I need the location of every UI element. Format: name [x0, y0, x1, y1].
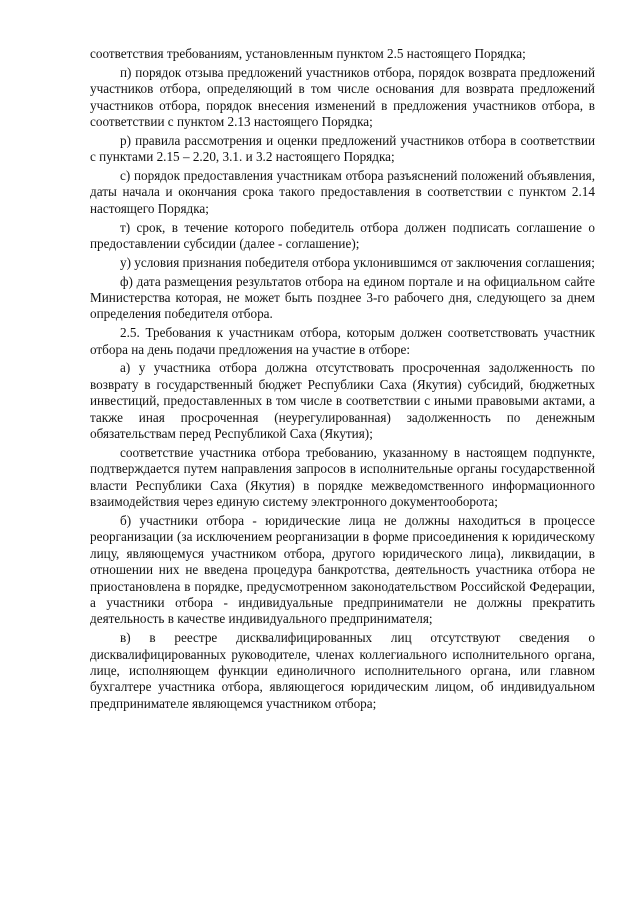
paragraph-item-v: в) в реестре дисквалифицированных лиц отсутствуют сведения о дисквалифицированных руководителе, членах коллегиального исполнительного органа, лице, исполняющем функции единоличного исполнительного органа, или главном бухгалтере участника отбора, являющегося юридическим лицом, об индивидуальном предпринимателе являющемся участником отбора; [90, 630, 595, 711]
paragraph-item-r: р) правила рассмотрения и оценки предложений участников отбора в соответствии с пунктами 2.15 – 2.20, 3.1. и 3.2 настоящего Порядка; [90, 132, 595, 165]
paragraph-section-2-5: 2.5. Требования к участникам отбора, которым должен соответствовать участник отбора на день подачи предложения на участие в отборе: [90, 325, 595, 357]
paragraph-item-a: а) у участника отбора должна отсутствовать просроченная задолженность по возврату в государственный бюджет Республики Саха (Якутия) субсидий, бюджетных инвестиций, предоставленных в том числе в соответствии с иными правовыми актами, а также иная просроченная (неурегулированная) задолженность по денежным обязательствам перед Республикой Саха (Якутия); [90, 360, 595, 442]
paragraph-item-u: у) условия признания победителя отбора уклонившимся от заключения соглашения; [120, 254, 595, 270]
paragraph-item-p: п) порядок отзыва предложений участников отбора, порядок возврата предложений участников отбора, определяющий в том числе основания для возврата предложений участников отбора, порядок внесения изменений в предложения участников отбора, в соответствии с пунктом 2.13 настоящего Порядка; [90, 64, 595, 130]
paragraph-item-t: т) срок, в течение которого победитель отбора должен подписать соглашение о предоставлении субсидии (далее - соглашение); [90, 219, 595, 252]
paragraph-continuation: соответствия требованиям, установленным пунктом 2.5 настоящего Порядка; [90, 46, 526, 61]
paragraph-item-a-verification: соответствие участника отбора требованию, указанному в настоящем подпункте, подтверждается путем направления запросов в исполнительные органы государственной власти Республики Саха (Якутия) в порядке межведомственного информационного взаимодействия через единую систему электронного документооборота; [90, 444, 595, 510]
paragraph-item-b: б) участники отбора - юридические лица не должны находиться в процессе реорганизации (за исключением реорганизации в форме присоединения к юридическому лицу, являющемуся участником отбора, другого юридического лица), ликвидации, в отношении них не введена процедура банкротства, деятельность участника отбора не приостановлена в порядке, предусмотренном законодательством Российской Федерации, а участники отбора - индивидуальные предприниматели не должны прекратить деятельность в качестве индивидуального предпринимателя; [90, 512, 595, 627]
paragraph-item-f: ф) дата размещения результатов отбора на едином портале и на официальном сайте Министерства которая, не может быть позднее 3-го рабочего дня, следующего за днем определения победителя отбора. [90, 273, 595, 322]
paragraph-item-s: с) порядок предоставления участникам отбора разъяснений положений объявления, даты начала и окончания срока такого предоставления в соответствии с пунктом 2.14 настоящего Порядка; [90, 168, 595, 216]
document-body [90, 46, 595, 715]
